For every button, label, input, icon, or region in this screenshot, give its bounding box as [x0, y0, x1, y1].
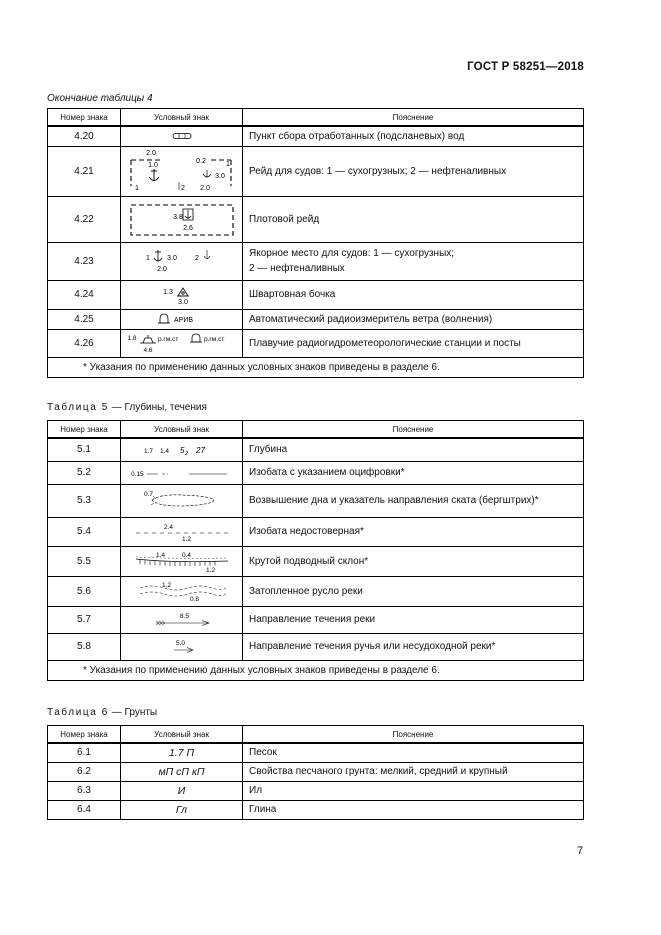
sign-5-8 [121, 633, 243, 660]
raft-anchor-icon [183, 209, 193, 220]
isobath-sign [127, 466, 237, 480]
sign-label: 3.0 [214, 173, 225, 180]
sign-5-3 [121, 484, 243, 517]
sign-label: 1 [134, 185, 139, 192]
soil-sign: Гл [121, 800, 243, 819]
sign-label: р.гм.ст [157, 336, 178, 343]
table-header-row [48, 726, 584, 744]
footnote-row [48, 660, 584, 680]
col-header-explanation: Пояснение [243, 109, 584, 127]
sign-4-26 [121, 329, 243, 357]
table-footnote: * Указания по применению данных условных знаков приведены в разделе 6. [48, 660, 584, 680]
sign-label: 1.4 [159, 447, 169, 455]
soil-sign: 1.7 П [121, 743, 243, 762]
table-header-row [48, 109, 584, 127]
sign-label: 1 [145, 255, 150, 262]
sign-label: 0.2 [195, 158, 206, 165]
row-number: 5.8 [48, 633, 121, 660]
row-number: 4.26 [48, 329, 121, 357]
row-number: 6.3 [48, 781, 121, 800]
row-number: 4.22 [48, 196, 121, 242]
row-explanation: Рейд для судов: 1 — сухогрузных; 2 — нефтеналивных [243, 146, 584, 196]
row-explanation: Швартовная бочка [243, 280, 584, 309]
sign-label: АРИВ [173, 317, 193, 324]
row-explanation: Крутой подводный склон* [243, 546, 584, 576]
roadstead-sign [127, 148, 237, 194]
table-caption-prefix: Таблица 5 [47, 402, 109, 413]
steep-slope-sign [132, 549, 232, 573]
table-row [48, 633, 584, 660]
table-row [48, 743, 584, 762]
table4-caption: Окончание таблицы 4 [47, 93, 153, 104]
row-explanation: Свойства песчаного грунта: мелкий, средний и крупный [243, 762, 584, 781]
row-number: 4.23 [48, 242, 121, 280]
col-header-sign: Условный знак [121, 726, 243, 744]
sign-label: 5.0 [175, 639, 185, 647]
row-explanation: Направление течения ручья или несудоходной реки* [243, 633, 584, 660]
row-explanation: Изобата с указанием оцифровки* [243, 461, 584, 484]
anchor-icon [149, 169, 159, 181]
row-explanation: Автоматический радиоизмеритель ветра (волнения) [243, 309, 584, 329]
row-explanation: Плавучие радиогидрометеорологические станции и посты [243, 329, 584, 357]
table-row [48, 309, 584, 329]
standard-code: ГОСТ Р 58251—2018 [467, 61, 584, 73]
table-row [48, 242, 584, 280]
row-explanation: Пункт сбора отработанных (подсланевых) вод [243, 126, 584, 146]
table-caption-prefix: Таблица 6 [47, 707, 109, 718]
sign-label: 1.8 [126, 335, 137, 342]
sign-label: 3.0 [166, 255, 177, 262]
table-row [48, 606, 584, 633]
row-explanation: Направление течения реки [243, 606, 584, 633]
sign-label: 2.6 [182, 225, 193, 232]
sign-label: 2 [194, 255, 199, 262]
tanker-anchor-icon [204, 250, 210, 259]
sign-label: 1.2 [181, 535, 191, 543]
bottom-elevation-sign [140, 488, 224, 514]
sign-label: 1.0 [147, 162, 158, 169]
row-number: 6.4 [48, 800, 121, 819]
flooded-riverbed-sign [132, 579, 232, 603]
col-header-sign: Условный знак [121, 109, 243, 127]
table-caption-title: — Глубины, течения [111, 402, 207, 413]
row-explanation: Изобата недостоверная* [243, 517, 584, 546]
table-row [48, 517, 584, 546]
wind-meter-sign [157, 312, 207, 326]
sign-label: 1.2 [205, 567, 215, 573]
sign-label: 3.8 [172, 214, 183, 221]
soil-sign: И [121, 781, 243, 800]
sign-label: 1.4 [155, 552, 165, 559]
sign-label: 5 [179, 445, 184, 455]
river-flow-arrow-icon [142, 610, 222, 630]
sign-5-1 [121, 438, 243, 461]
row-explanation: Ил [243, 781, 584, 800]
anchorage-sign [142, 247, 222, 275]
sign-5-6 [121, 576, 243, 606]
table-6 [47, 725, 584, 820]
table-row [48, 781, 584, 800]
soil-sign: мП сП кП [121, 762, 243, 781]
col-header-number: Номер знака [48, 421, 121, 439]
row-explanation: Песок [243, 743, 584, 762]
page-number: 7 [577, 845, 584, 857]
floating-station-icon [140, 335, 156, 343]
explanation-line: 2 — нефтеналивных [249, 263, 345, 274]
row-number: 6.2 [48, 762, 121, 781]
sign-4-23 [121, 242, 243, 280]
sign-label: 2.0 [156, 266, 167, 273]
sign-4-20 [121, 126, 243, 146]
col-header-sign: Условный знак [121, 421, 243, 439]
table-row [48, 546, 584, 576]
sign-label: р.гм.ст [203, 336, 224, 343]
row-number: 5.1 [48, 438, 121, 461]
sign-4-21 [121, 146, 243, 196]
col-header-explanation: Пояснение [243, 421, 584, 439]
row-number: 5.3 [48, 484, 121, 517]
row-number: 5.7 [48, 606, 121, 633]
sign-label: 3.0 [177, 298, 188, 306]
tanker-anchor-icon [203, 170, 211, 177]
sign-label: 1.2 [161, 582, 171, 589]
sign-label: 0.8 [189, 596, 199, 603]
row-number: 4.25 [48, 309, 121, 329]
row-explanation: Затопленное русло реки [243, 576, 584, 606]
sign-label: 1.7 [143, 447, 153, 455]
sign-label: 2.4 [163, 523, 173, 531]
table-caption-title: — Грунты [111, 707, 158, 718]
sign-label: 0.4 [181, 552, 191, 559]
sign-label: 2 [180, 185, 185, 192]
table6-caption [47, 707, 157, 718]
anchor-icon [154, 250, 162, 261]
table-row [48, 576, 584, 606]
table-row [48, 461, 584, 484]
uncertain-isobath-sign [132, 521, 232, 543]
sign-label: 4.6 [142, 347, 153, 354]
mooring-buoy-icon [177, 288, 189, 296]
sign-5-2 [121, 461, 243, 484]
row-explanation: Глина [243, 800, 584, 819]
row-explanation: Глубина [243, 438, 584, 461]
footnote-row [48, 357, 584, 377]
table-row [48, 329, 584, 357]
table-row [48, 800, 584, 819]
sign-label: 27 [195, 445, 205, 455]
row-explanation: Плотовой рейд [243, 196, 584, 242]
floating-station-sign [126, 331, 238, 355]
row-number: 4.21 [48, 146, 121, 196]
table-row [48, 280, 584, 309]
table-4 [47, 108, 584, 378]
sign-label: 0.7 [143, 490, 153, 498]
table-5 [47, 420, 584, 681]
sign-label: 1 [225, 161, 230, 168]
sign-5-4 [121, 517, 243, 546]
row-number: 4.24 [48, 280, 121, 309]
mooring-buoy-sign [162, 284, 202, 306]
col-header-explanation: Пояснение [243, 726, 584, 744]
table-row [48, 146, 584, 196]
row-number: 5.6 [48, 576, 121, 606]
depth-sign [140, 443, 224, 457]
bell-buoy-icon [158, 314, 170, 323]
row-explanation: Возвышение дна и указатель направления ската (бергштрих)* [243, 484, 584, 517]
sign-4-25 [121, 309, 243, 329]
table-footnote: * Указания по применению данных условных знаков приведены в разделе 6. [48, 357, 584, 377]
explanation-line: Якорное место для судов: 1 — сухогрузных; [249, 248, 455, 259]
table5-caption [47, 402, 207, 413]
col-header-number: Номер знака [48, 726, 121, 744]
table-row [48, 484, 584, 517]
sign-label: 1.3 [162, 288, 173, 296]
table-row [48, 438, 584, 461]
sign-label: 2.0 [199, 185, 210, 192]
row-explanation [243, 242, 584, 280]
stream-flow-arrow-icon [142, 637, 222, 657]
row-number: 5.4 [48, 517, 121, 546]
table-header-row [48, 421, 584, 439]
sign-label: 2 [184, 450, 188, 457]
waste-water-point-icon [172, 132, 192, 140]
table-row [48, 762, 584, 781]
bell-buoy-icon [190, 334, 202, 342]
row-number: 5.5 [48, 546, 121, 576]
sign-label: 8.5 [179, 612, 189, 620]
sign-label: 2.0 [145, 150, 156, 157]
sign-4-22 [121, 196, 243, 242]
sign-5-7 [121, 606, 243, 633]
table-row [48, 126, 584, 146]
sign-5-5 [121, 546, 243, 576]
row-number: 6.1 [48, 743, 121, 762]
row-number: 5.2 [48, 461, 121, 484]
row-number: 4.20 [48, 126, 121, 146]
col-header-number: Номер знака [48, 109, 121, 127]
sign-label: 0.15 [130, 470, 144, 478]
raft-roadstead-sign [127, 199, 237, 239]
table-row [48, 196, 584, 242]
sign-4-24 [121, 280, 243, 309]
